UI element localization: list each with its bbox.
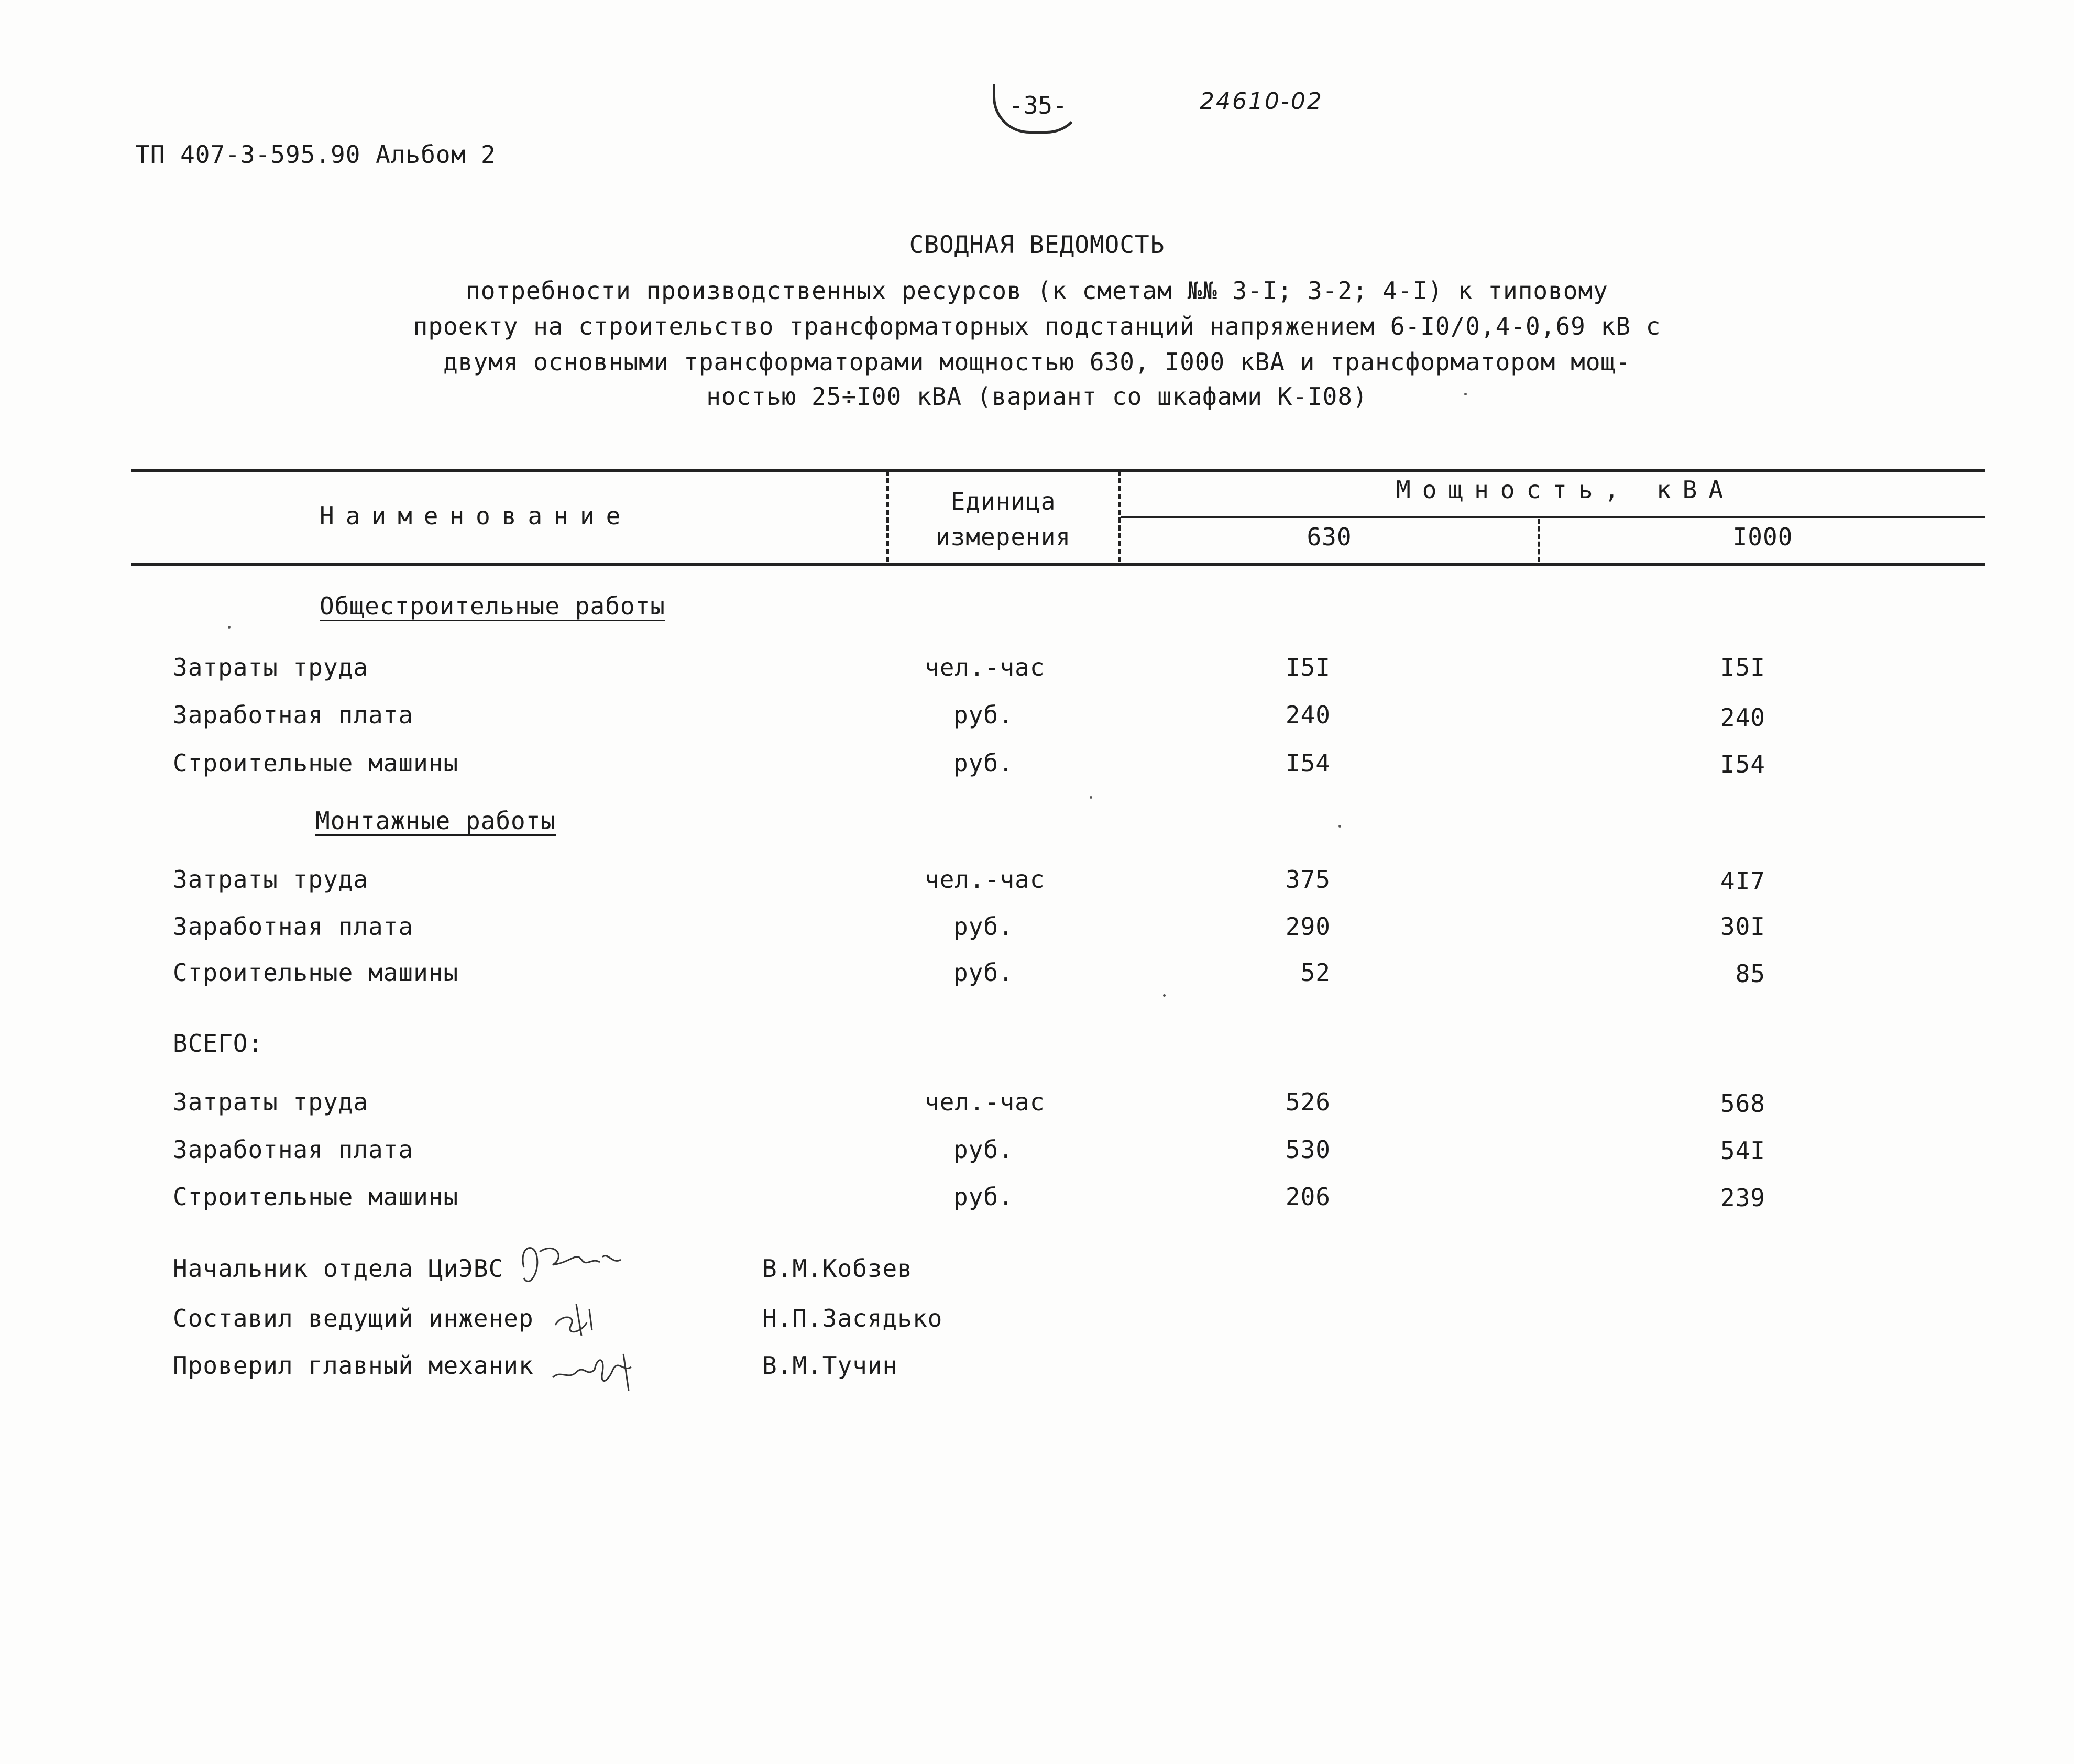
signature-role: Проверил главный механик <box>173 1351 534 1380</box>
row-value-630: 52 <box>1300 958 1331 987</box>
row-value-630: I5I <box>1285 653 1331 681</box>
subtitle-line-4: ностью 25÷I00 кВА (вариант со шкафами К-I08) <box>706 382 1368 411</box>
row-value-1000: 54I <box>1720 1137 1765 1165</box>
column-header-power: Мощность, кВА <box>1396 476 1735 504</box>
row-value-630: 375 <box>1285 865 1331 894</box>
row-name: Строительные машины <box>173 749 459 777</box>
row-value-1000: 85 <box>1735 960 1765 988</box>
row-name: Заработная плата <box>173 912 414 941</box>
row-unit: руб. <box>953 1183 1014 1211</box>
signature-name: В.М.Кобзев <box>762 1254 913 1283</box>
column-header-unit-line1: Единица <box>950 487 1056 515</box>
section-title-total: ВСЕГО: <box>173 1029 264 1057</box>
row-name: Заработная плата <box>173 701 414 729</box>
row-value-1000: 30I <box>1720 912 1765 941</box>
power-subheader-rule <box>1121 516 1985 518</box>
row-unit: руб. <box>953 749 1014 777</box>
row-unit: чел.-час <box>925 1088 1045 1116</box>
column-separator-unit <box>886 470 889 562</box>
row-unit: чел.-час <box>925 865 1045 894</box>
row-value-1000: I5I <box>1720 653 1765 681</box>
row-name: Затраты труда <box>173 653 369 681</box>
row-value-630: 530 <box>1285 1135 1331 1164</box>
row-value-630: 206 <box>1285 1183 1331 1211</box>
signature-role: Составил ведущий инженер <box>173 1304 534 1332</box>
row-unit: чел.-час <box>925 653 1045 681</box>
document-code: ТП 407-3-595.90 Альбом 2 <box>135 140 496 169</box>
subtitle-line-3: двумя основными трансформаторами мощностью 630, I000 кВА и трансформатором мощ- <box>443 348 1631 376</box>
row-unit: руб. <box>953 958 1014 987</box>
row-value-630: 526 <box>1285 1088 1331 1116</box>
handwritten-initials <box>545 1294 608 1346</box>
scan-speck <box>228 626 231 629</box>
subtitle-line-2: проекту на строительство трансформаторных подстанций напряжением 6-I0/0,4-0,69 кВ с <box>413 312 1661 340</box>
row-value-1000: 239 <box>1720 1184 1765 1212</box>
signature-role: Начальник отдела ЦиЭВС <box>173 1254 504 1283</box>
row-unit: руб. <box>953 912 1014 941</box>
subtitle-line-1: потребности производственных ресурсов (к сметам №№ 3-I; 3-2; 4-I) к типовому <box>466 277 1608 305</box>
section-title-general: Общестроительные работы <box>320 592 665 620</box>
column-header-name: Наименование <box>320 502 632 530</box>
row-name: Заработная плата <box>173 1135 414 1164</box>
row-value-1000: 4I7 <box>1720 867 1765 895</box>
row-value-630: 290 <box>1285 912 1331 941</box>
signature-name: Н.П.Засядько <box>762 1304 943 1332</box>
table-header-bottom-rule <box>131 563 1985 566</box>
inventory-number: 24610-02 <box>1200 88 1323 115</box>
row-value-630: 240 <box>1285 701 1331 729</box>
scan-speck <box>1338 825 1341 828</box>
row-unit: руб. <box>953 1135 1014 1164</box>
row-value-630: I54 <box>1285 749 1331 777</box>
scan-speck <box>1090 796 1092 799</box>
row-name: Затраты труда <box>173 1088 369 1116</box>
handwritten-signature-2 <box>545 1341 650 1398</box>
handwritten-signature <box>508 1236 644 1294</box>
row-name: Строительные машины <box>173 958 459 987</box>
row-value-1000: 240 <box>1720 703 1765 732</box>
row-name: Строительные машины <box>173 1183 459 1211</box>
signature-name: В.М.Тучин <box>762 1351 898 1380</box>
row-name: Затраты труда <box>173 865 369 894</box>
row-value-1000: I54 <box>1720 750 1765 778</box>
row-value-1000: 568 <box>1720 1089 1765 1118</box>
document-title: СВОДНАЯ ВЕДОМОСТЬ <box>909 230 1165 259</box>
scan-speck <box>1163 994 1166 997</box>
row-unit: руб. <box>953 701 1014 729</box>
column-header-630: 630 <box>1307 523 1352 551</box>
column-header-unit-line2: измерения <box>935 523 1071 551</box>
scan-speck <box>1464 393 1467 395</box>
page-number: -35- <box>993 84 1083 134</box>
column-header-1000: I000 <box>1732 523 1793 551</box>
table-top-rule <box>131 469 1985 472</box>
section-title-installation: Монтажные работы <box>315 807 556 835</box>
